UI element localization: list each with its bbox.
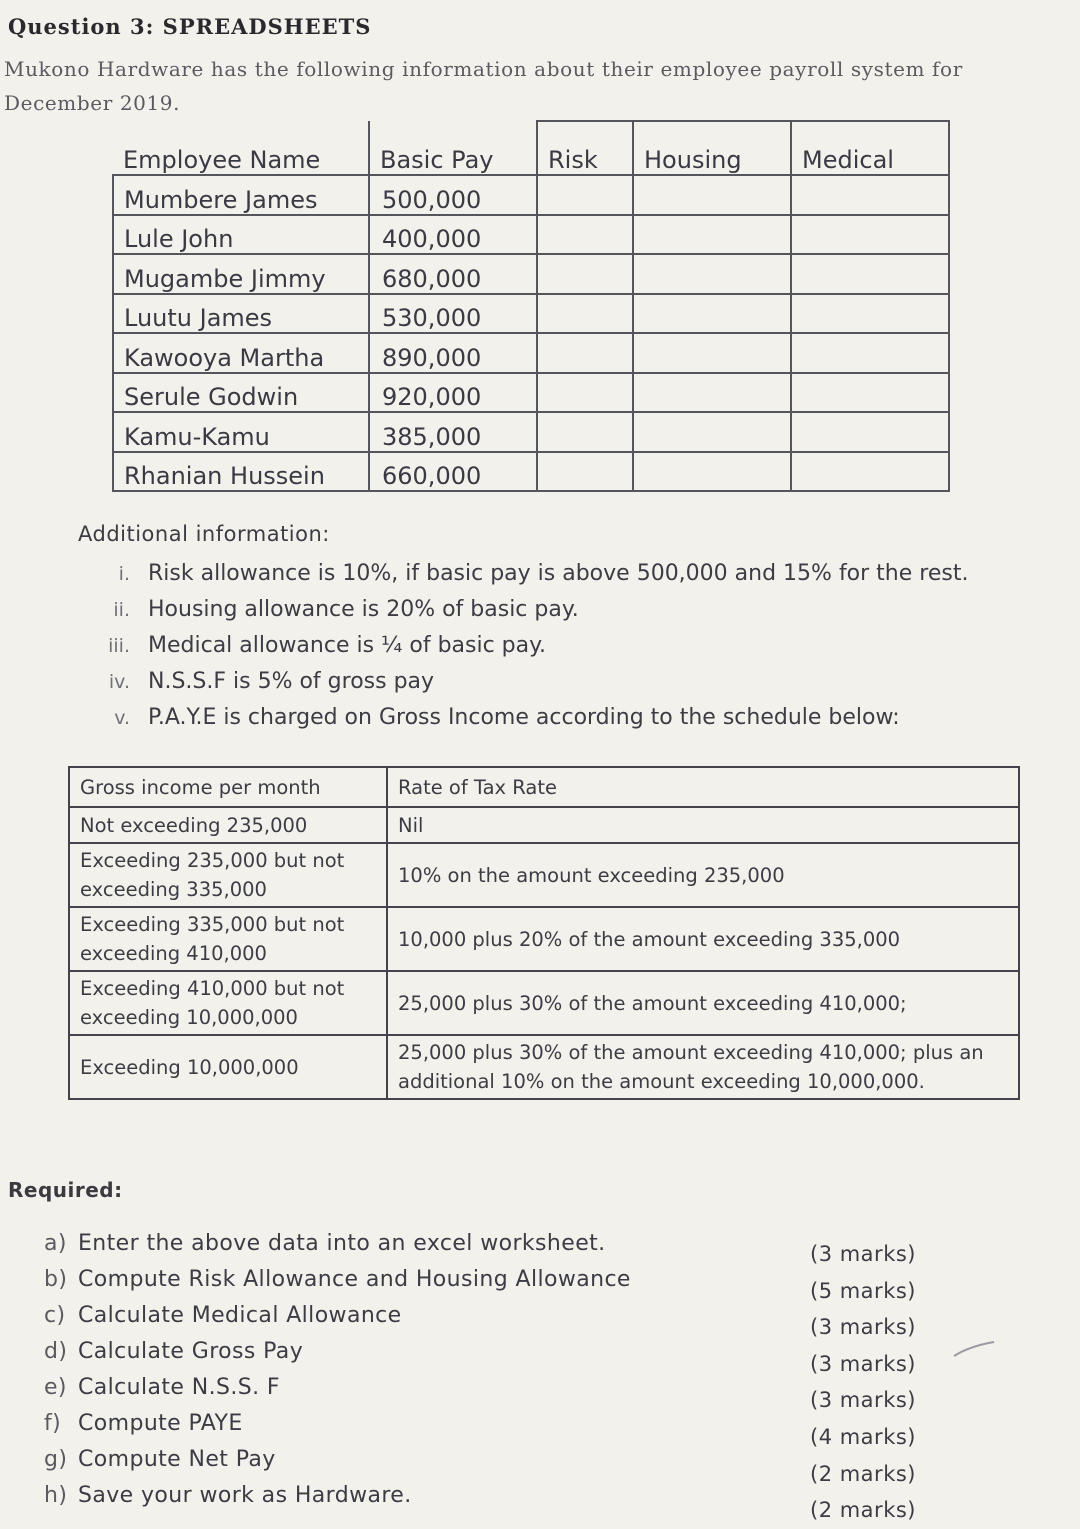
table-row — [69, 807, 1019, 843]
header-housing: Housing — [633, 121, 791, 175]
task-letter: d) — [44, 1339, 68, 1364]
additional-info-title: Additional information: — [78, 522, 330, 546]
task-text: Calculate N.S.S. F — [78, 1375, 280, 1400]
table-row — [113, 215, 949, 255]
item-text: Medical allowance is ¼ of basic pay. — [148, 633, 546, 658]
tax-table-header — [69, 767, 1019, 807]
housing-cell — [633, 452, 791, 492]
tax-rate-cell: 25,000 plus 30% of the amount exceeding 410,000; — [387, 971, 1019, 1035]
risk-cell — [537, 175, 633, 215]
medical-cell — [791, 254, 949, 294]
marks-label: (3 marks) — [810, 1315, 916, 1340]
risk-cell — [537, 452, 633, 492]
basic-pay-cell: 500,000 — [369, 175, 537, 215]
tax-rate-cell: 10% on the amount exceeding 235,000 — [387, 843, 1019, 907]
basic-pay-cell: 530,000 — [369, 294, 537, 334]
housing-cell — [633, 333, 791, 373]
housing-cell — [633, 294, 791, 334]
risk-cell — [537, 215, 633, 255]
employee-name-cell: Lule John — [113, 215, 369, 255]
employee-name-cell: Rhanian Hussein — [113, 452, 369, 492]
list-item — [44, 1406, 744, 1442]
task-letter: e) — [44, 1375, 67, 1400]
table-row — [113, 254, 949, 294]
income-band-cell: Not exceeding 235,000 — [69, 807, 387, 843]
income-band-cell: Exceeding 410,000 but not exceeding 10,000,000 — [69, 971, 387, 1035]
table-row — [113, 175, 949, 215]
marks-label: (4 marks) — [810, 1424, 916, 1449]
table-row — [113, 373, 949, 413]
risk-cell — [537, 412, 633, 452]
task-text: Enter the above data into an excel worksheet. — [78, 1231, 606, 1256]
table-row — [69, 1035, 1019, 1099]
item-number: iv. — [108, 671, 130, 693]
list-item — [44, 1226, 744, 1262]
task-text: Calculate Medical Allowance — [78, 1303, 402, 1328]
basic-pay-cell: 385,000 — [369, 412, 537, 452]
table-row — [113, 294, 949, 334]
list-item — [44, 1442, 744, 1478]
task-letter: b) — [44, 1267, 68, 1292]
risk-cell — [537, 333, 633, 373]
header-employee-name: Employee Name — [113, 121, 369, 175]
header-gross-income: Gross income per month — [69, 767, 387, 807]
table-row — [113, 452, 949, 492]
header-medical: Medical — [791, 121, 949, 175]
question-title: Question 3: SPREADSHEETS — [8, 14, 372, 39]
risk-cell — [537, 294, 633, 334]
tax-rate-cell: Nil — [387, 807, 1019, 843]
marks-label: (3 marks) — [810, 1388, 916, 1413]
list-item — [70, 664, 1050, 700]
additional-info-list — [70, 556, 1050, 736]
task-text: Compute PAYE — [78, 1411, 243, 1436]
pencil-mark-icon — [952, 1338, 996, 1358]
table-row — [113, 412, 949, 452]
marks-label: (3 marks) — [810, 1242, 916, 1266]
list-item — [70, 592, 1050, 628]
list-item — [44, 1370, 744, 1406]
employee-name-cell: Mumbere James — [113, 175, 369, 215]
employee-name-cell: Kawooya Martha — [113, 333, 369, 373]
risk-cell — [537, 254, 633, 294]
task-text: Compute Risk Allowance and Housing Allowance — [78, 1267, 631, 1292]
tax-rate-cell: 25,000 plus 30% of the amount exceeding 410,000; plus an additional 10% on the amount exceeding 10,000,000. — [387, 1035, 1019, 1099]
list-item — [70, 628, 1050, 664]
task-letter: h) — [44, 1483, 68, 1508]
employee-payroll-table — [112, 120, 950, 492]
header-tax-rate: Rate of Tax Rate — [387, 767, 1019, 807]
income-band-cell: Exceeding 235,000 but not exceeding 335,000 — [69, 843, 387, 907]
employee-name-cell: Mugambe Jimmy — [113, 254, 369, 294]
header-risk: Risk — [537, 121, 633, 175]
housing-cell — [633, 254, 791, 294]
list-item — [70, 556, 1050, 592]
housing-cell — [633, 175, 791, 215]
task-letter: f) — [44, 1411, 62, 1436]
medical-cell — [791, 452, 949, 492]
marks-label: (2 marks) — [810, 1461, 916, 1486]
marks-column — [810, 1236, 970, 1529]
medical-cell — [791, 215, 949, 255]
task-letter: c) — [44, 1303, 66, 1328]
item-number: v. — [114, 707, 130, 729]
table-row — [69, 907, 1019, 971]
medical-cell — [791, 175, 949, 215]
item-text: Housing allowance is 20% of basic pay. — [148, 597, 579, 622]
marks-label: (2 marks) — [810, 1498, 916, 1523]
table-row — [113, 333, 949, 373]
item-text: P.A.Y.E is charged on Gross Income according to the schedule below: — [148, 705, 900, 730]
item-text: Risk allowance is 10%, if basic pay is above 500,000 and 15% for the rest. — [148, 561, 969, 586]
item-number: ii. — [113, 599, 130, 621]
employee-name-cell: Serule Godwin — [113, 373, 369, 413]
task-text: Save your work as Hardware. — [78, 1483, 412, 1508]
item-number: iii. — [108, 635, 130, 657]
required-title: Required: — [8, 1178, 123, 1202]
housing-cell — [633, 412, 791, 452]
item-text: N.S.S.F is 5% of gross pay — [148, 669, 435, 694]
list-item — [44, 1262, 744, 1298]
housing-cell — [633, 215, 791, 255]
basic-pay-cell: 400,000 — [369, 215, 537, 255]
required-task-list — [44, 1226, 744, 1514]
table-row — [69, 971, 1019, 1035]
medical-cell — [791, 333, 949, 373]
income-band-cell: Exceeding 335,000 but not exceeding 410,000 — [69, 907, 387, 971]
income-band-cell: Exceeding 10,000,000 — [69, 1035, 387, 1099]
question-intro: Mukono Hardware has the following information about their employee payroll system for December 2019. — [4, 57, 963, 116]
list-item — [70, 700, 1050, 736]
medical-cell — [791, 373, 949, 413]
item-number: i. — [118, 563, 130, 585]
table-row — [69, 843, 1019, 907]
paye-tax-schedule-table — [68, 766, 1020, 1100]
list-item — [44, 1298, 744, 1334]
tax-rate-cell: 10,000 plus 20% of the amount exceeding 335,000 — [387, 907, 1019, 971]
list-item — [44, 1478, 744, 1514]
basic-pay-cell: 660,000 — [369, 452, 537, 492]
basic-pay-cell: 920,000 — [369, 373, 537, 413]
basic-pay-cell: 680,000 — [369, 254, 537, 294]
task-text: Compute Net Pay — [78, 1447, 276, 1472]
task-letter: a) — [44, 1231, 67, 1256]
task-text: Calculate Gross Pay — [78, 1339, 304, 1364]
task-letter: g) — [44, 1447, 68, 1472]
marks-label: (3 marks) — [810, 1351, 916, 1376]
medical-cell — [791, 294, 949, 334]
list-item — [44, 1334, 744, 1370]
employee-table-header — [113, 121, 949, 175]
header-basic-pay: Basic Pay — [369, 121, 537, 175]
medical-cell — [791, 412, 949, 452]
housing-cell — [633, 373, 791, 413]
employee-name-cell: Kamu-Kamu — [113, 412, 369, 452]
basic-pay-cell: 890,000 — [369, 333, 537, 373]
risk-cell — [537, 373, 633, 413]
marks-label: (5 marks) — [810, 1278, 916, 1303]
employee-name-cell: Luutu James — [113, 294, 369, 334]
